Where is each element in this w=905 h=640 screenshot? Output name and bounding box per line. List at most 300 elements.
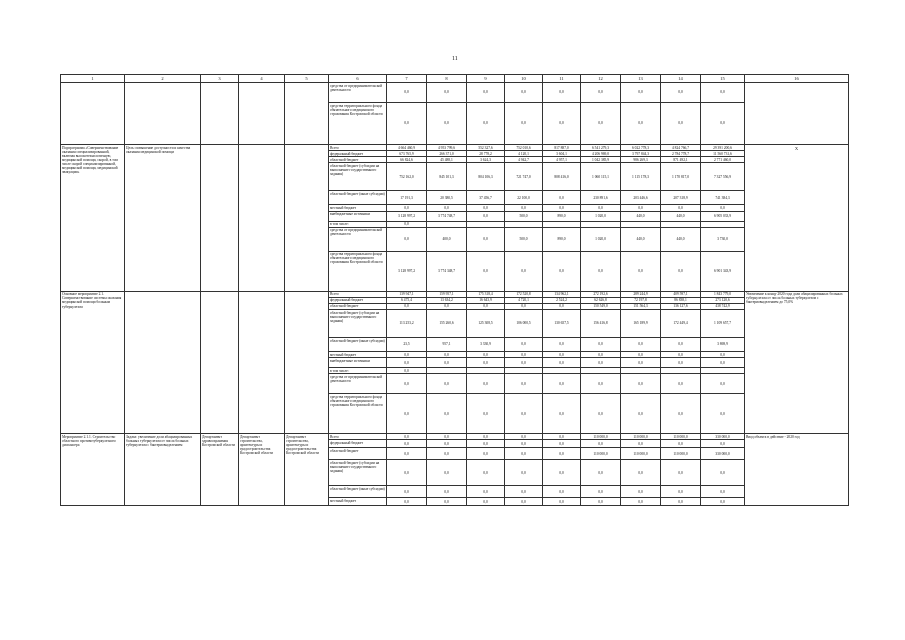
funding-source: в том числе: (329, 221, 387, 227)
amount-cell: 890,0 (543, 211, 581, 221)
amount-cell: 4 824 766,7 (661, 145, 701, 151)
funding-source: областной бюджет (иные субсидии) (329, 486, 387, 498)
amount-cell: 0,0 (505, 352, 543, 358)
funding-source: внебюджетные источники (329, 358, 387, 368)
group-col2: Задача: увеличение доли абацилированных больных туберкулезом от числа больных туберкулезом с бактериовыделением (125, 434, 201, 506)
amount-cell: 0,0 (387, 498, 427, 506)
group-col1: Мероприятие 2.1.1. Строительство областного противотуберкулезного диспансера (61, 434, 125, 506)
amount-cell: 0,0 (427, 460, 467, 486)
amount-cell: 0,0 (701, 374, 745, 394)
amount-cell: 0,0 (467, 227, 505, 251)
column-header: 16 (745, 75, 849, 83)
amount-cell: 0,0 (387, 374, 427, 394)
amount-cell: 0,0 (701, 394, 745, 434)
group-col5 (285, 145, 329, 292)
amount-cell: 4 720,1 (505, 297, 543, 303)
funding-source: федеральный бюджет (329, 297, 387, 303)
amount-cell: 0,0 (621, 103, 661, 145)
amount-cell: 0,0 (543, 205, 581, 211)
amount-cell: 0,0 (387, 221, 427, 227)
amount-cell: 110 000,0 (581, 448, 621, 460)
amount-cell: 0,0 (427, 83, 467, 103)
group-col4 (239, 145, 285, 292)
amount-cell: 4 942,7 (505, 157, 543, 163)
amount-cell: 110 000,0 (661, 448, 701, 460)
amount-cell: 0,0 (467, 83, 505, 103)
amount-cell: 0,0 (543, 448, 581, 460)
funding-source: внебюджетные источники (329, 211, 387, 221)
amount-cell: 0,0 (581, 486, 621, 498)
column-header: 5 (285, 75, 329, 83)
amount-cell: 0,0 (467, 486, 505, 498)
amount-cell: 3 128 997,2 (387, 251, 427, 291)
amount-cell: 0,0 (661, 103, 701, 145)
amount-cell: 207 318,9 (661, 191, 701, 205)
amount-cell: 0,0 (387, 368, 427, 374)
amount-cell: 28 778,2 (467, 151, 505, 157)
amount-cell: 172 520,8 (505, 291, 543, 297)
amount-cell: 3 869,9 (701, 338, 745, 352)
amount-cell: 808 416,0 (543, 163, 581, 191)
amount-cell: 4 120,1 (505, 151, 543, 157)
amount-cell: 0,0 (467, 394, 505, 434)
amount-cell: 0,0 (427, 448, 467, 460)
amount-cell: 500,0 (505, 211, 543, 221)
amount-cell: 0,0 (467, 498, 505, 506)
amount-cell: 752 162,0 (387, 163, 427, 191)
amount-cell: 175 318,4 (467, 291, 505, 297)
amount-cell: 2 784 778,7 (661, 151, 701, 157)
funding-source: средства территориального фонда обязательного медицинского страхования Костромской области (329, 251, 387, 291)
amount-cell: 0,0 (621, 83, 661, 103)
column-header: 14 (661, 75, 701, 83)
amount-cell: 0,0 (661, 374, 701, 394)
amount-cell: 165 189,9 (621, 310, 661, 338)
amount-cell: 2 771 460,0 (701, 157, 745, 163)
funding-source: Всего (329, 291, 387, 297)
amount-cell: 0,0 (581, 352, 621, 358)
column-header: 3 (201, 75, 239, 83)
amount-cell: 0,0 (581, 394, 621, 434)
amount-cell: 86 838,1 (661, 297, 701, 303)
amount-cell: 0,0 (581, 338, 621, 352)
funding-source: областной бюджет (иные субсидии) (329, 191, 387, 205)
amount-cell: 0,0 (505, 338, 543, 352)
amount-cell: 125 308,5 (467, 310, 505, 338)
amount-cell: 1 042 385,9 (581, 157, 621, 163)
funding-source: федеральный бюджет (329, 440, 387, 448)
amount-cell: 871 492,1 (661, 157, 701, 163)
group-col5 (285, 291, 329, 434)
group-col3: Департамент здравоохранения Костромской области (201, 434, 239, 506)
amount-cell: 0,0 (543, 498, 581, 506)
amount-cell: 0,0 (701, 352, 745, 358)
program-funding-table (60, 74, 849, 506)
amount-cell: 0,0 (505, 440, 543, 448)
amount-cell: 0,0 (387, 103, 427, 145)
amount-cell: 203 446,6 (621, 191, 661, 205)
amount-cell: 272 192,6 (581, 291, 621, 297)
amount-cell: 1 115 178,3 (621, 163, 661, 191)
amount-cell: 136 127,6 (661, 303, 701, 309)
amount-cell: 0,0 (467, 448, 505, 460)
amount-cell: 0,0 (543, 352, 581, 358)
amount-cell: 45 488,1 (427, 157, 467, 163)
amount-cell: 0,0 (467, 103, 505, 145)
column-header: 6 (329, 75, 387, 83)
column-header: 1 (61, 75, 125, 83)
amount-cell: 0,0 (543, 460, 581, 486)
column-header: 7 (387, 75, 427, 83)
amount-cell: 1 109 657,7 (701, 310, 745, 338)
amount-cell: 0,0 (467, 352, 505, 358)
amount-cell: 17 191,3 (387, 191, 427, 205)
amount-cell: 0,0 (701, 498, 745, 506)
amount-cell: 139 947,1 (387, 291, 427, 297)
group-col2 (125, 291, 201, 434)
funding-source: Всего (329, 434, 387, 440)
column-header: 15 (701, 75, 745, 83)
amount-cell: 438 742,9 (701, 303, 745, 309)
funding-source: местный бюджет (329, 498, 387, 506)
amount-cell: 0,0 (505, 103, 543, 145)
amount-cell: 330 000,0 (701, 448, 745, 460)
amount-cell: 6 475,4 (387, 297, 427, 303)
funding-source: областной бюджет (329, 303, 387, 309)
amount-cell: 0,0 (701, 83, 745, 103)
amount-cell: 0,0 (661, 440, 701, 448)
group-col2 (125, 83, 201, 145)
amount-cell: 23,5 (387, 338, 427, 352)
amount-cell: 0,0 (543, 303, 581, 309)
funding-source: средства от предпринимательской деятельности (329, 374, 387, 394)
amount-cell: 0,0 (621, 205, 661, 211)
amount-cell: 22 100,0 (505, 191, 543, 205)
amount-cell: 0,0 (543, 103, 581, 145)
funding-source: средства от предпринимательской деятельности (329, 227, 387, 251)
funding-source: областной бюджет (субсидии на выполнение государственного задания) (329, 460, 387, 486)
amount-cell: 0,0 (505, 498, 543, 506)
amount-cell: 0,0 (701, 358, 745, 368)
amount-cell: 1 843 779,0 (701, 291, 745, 297)
amount-cell: 1 020,0 (581, 227, 621, 251)
amount-cell: 0,0 (387, 440, 427, 448)
amount-cell: 0,0 (581, 205, 621, 211)
amount-cell: 1 170 817,0 (661, 163, 701, 191)
amount-cell: 1 020,0 (581, 211, 621, 221)
column-header: 9 (467, 75, 505, 83)
amount-cell: 0,0 (505, 83, 543, 103)
amount-cell: 130 657,5 (543, 310, 581, 338)
amount-cell: 0,0 (505, 434, 543, 440)
amount-cell: 0,0 (701, 460, 745, 486)
amount-cell: 0,0 (427, 486, 467, 498)
amount-cell: 0,0 (467, 440, 505, 448)
page-number: 11 (452, 56, 458, 62)
amount-cell: 72 197,8 (621, 297, 661, 303)
amount-cell: 0,0 (467, 251, 505, 291)
funding-source: Всего (329, 145, 387, 151)
amount-cell: 0,0 (467, 303, 505, 309)
amount-cell: 172 449,4 (661, 310, 701, 338)
amount-cell: 804 106,3 (467, 163, 505, 191)
amount-cell: 330 000,0 (701, 434, 745, 440)
amount-cell: 0,0 (427, 374, 467, 394)
amount-cell: 845 101,3 (427, 163, 467, 191)
amount-cell: 7 327 556,9 (701, 163, 745, 191)
amount-cell: 0,0 (621, 352, 661, 358)
amount-cell: 0,0 (467, 434, 505, 440)
amount-cell: 0,0 (581, 251, 621, 291)
amount-cell: 0,0 (621, 394, 661, 434)
amount-cell: 0,0 (387, 83, 427, 103)
column-header: 4 (239, 75, 285, 83)
amount-cell: 110 000,0 (621, 434, 661, 440)
table-row (61, 83, 849, 103)
amount-cell: 3 330,9 (467, 338, 505, 352)
amount-cell: 0,0 (505, 486, 543, 498)
amount-cell: 0,0 (543, 358, 581, 368)
amount-cell: 0,0 (661, 394, 701, 434)
amount-cell: 0,0 (427, 434, 467, 440)
table-row (61, 145, 849, 151)
amount-cell: 11 560 731,6 (701, 151, 745, 157)
amount-cell: 159 957,1 (427, 291, 467, 297)
amount-cell: 0,0 (427, 358, 467, 368)
amount-cell: 0,0 (505, 394, 543, 434)
funding-source: областной бюджет (329, 157, 387, 163)
amount-cell: 0,0 (427, 394, 467, 434)
amount-cell: 0,0 (581, 440, 621, 448)
amount-cell: 4 206 969,0 (581, 151, 621, 157)
amount-cell: 741 384,3 (701, 191, 745, 205)
amount-cell: 0,0 (621, 251, 661, 291)
amount-cell: 0,0 (427, 498, 467, 506)
amount-cell: 957,1 (427, 338, 467, 352)
expected-result: Ввод объекта в действие - 2020 год (745, 434, 849, 506)
amount-cell: 0,0 (661, 498, 701, 506)
amount-cell: 0,0 (505, 374, 543, 394)
amount-cell: 0,0 (467, 460, 505, 486)
amount-cell: 0,0 (387, 227, 427, 251)
group-col5: Департамент строительства, архитектуры и градостроительства Костромской области (285, 434, 329, 506)
amount-cell: 3 797 844,3 (621, 151, 661, 157)
amount-cell: 0,0 (505, 303, 543, 309)
expected-result (745, 83, 849, 145)
group-col4: Департамент строительства, архитектуры и градостроительства Костромской области (239, 434, 285, 506)
amount-cell: 0,0 (387, 205, 427, 211)
amount-cell: 0,0 (505, 358, 543, 368)
amount-cell: 134 962,1 (543, 291, 581, 297)
amount-cell: 0,0 (581, 358, 621, 368)
group-col1 (61, 83, 125, 145)
amount-cell: 0,0 (387, 303, 427, 309)
amount-cell: 0,0 (581, 498, 621, 506)
amount-cell: 0,0 (661, 251, 701, 291)
amount-cell: 156 416,8 (581, 310, 621, 338)
amount-cell: 0,0 (387, 460, 427, 486)
amount-cell: 0,0 (543, 338, 581, 352)
amount-cell: 752 010,6 (505, 145, 543, 151)
amount-cell: 29 391 200,6 (701, 145, 745, 151)
amount-cell: 400,0 (427, 227, 467, 251)
amount-cell: 440,0 (621, 227, 661, 251)
amount-cell: 0,0 (621, 440, 661, 448)
amount-cell: 0,0 (543, 434, 581, 440)
funding-source: областной бюджет (329, 448, 387, 460)
amount-cell: 110 000,0 (581, 434, 621, 440)
amount-cell: 0,0 (387, 434, 427, 440)
amount-cell: 0,0 (467, 374, 505, 394)
amount-cell: 1 060 115,1 (581, 163, 621, 191)
amount-cell: 6 022 778,3 (621, 145, 661, 151)
amount-cell: 155 260,6 (427, 310, 467, 338)
group-col2: Цель: повышение доступности и качества оказания медицинской помощи (125, 145, 201, 292)
funding-source: средства от предпринимательской деятельности (329, 83, 387, 103)
funding-source: средства территориального фонда обязательного медицинского страхования Костромской области (329, 394, 387, 434)
amount-cell: 3 774 348,7 (427, 251, 467, 291)
amount-cell: 0,0 (621, 338, 661, 352)
amount-cell: 500,0 (505, 227, 543, 251)
amount-cell: 62 626,8 (581, 297, 621, 303)
amount-cell: 0,0 (701, 486, 745, 498)
amount-cell: 0,0 (543, 374, 581, 394)
amount-cell: 0,0 (661, 460, 701, 486)
amount-cell: 0,0 (661, 83, 701, 103)
amount-cell: 4 957,1 (543, 157, 581, 163)
amount-cell: 0,0 (621, 460, 661, 486)
expected-result: Увеличение к концу 2020 года доли абацилированных больных туберкулезом от числа больных туберкулезом с бактериовыделением до 75,0% (745, 291, 849, 434)
amount-cell: 106 000,5 (505, 310, 543, 338)
amount-cell: 0,0 (701, 103, 745, 145)
funding-source: местный бюджет (329, 205, 387, 211)
group-col3 (201, 83, 239, 145)
amount-cell: 13 634,2 (427, 297, 467, 303)
column-header: 8 (427, 75, 467, 83)
amount-cell: 0,0 (543, 83, 581, 103)
amount-cell: 440,0 (661, 211, 701, 221)
amount-cell: 0,0 (701, 440, 745, 448)
column-header: 13 (621, 75, 661, 83)
column-header: 2 (125, 75, 201, 83)
amount-cell: 0,0 (427, 205, 467, 211)
amount-cell: 0,0 (387, 394, 427, 434)
amount-cell: 2 524,2 (543, 297, 581, 303)
amount-cell: 6 901 343,9 (701, 251, 745, 291)
amount-cell: 0,0 (427, 352, 467, 358)
amount-cell: 0,0 (427, 103, 467, 145)
amount-cell: 0,0 (581, 83, 621, 103)
amount-cell: 3 774 748,7 (427, 211, 467, 221)
group-col4 (239, 291, 285, 434)
group-col3 (201, 291, 239, 434)
group-col4 (239, 83, 285, 145)
amount-cell: 230 891,6 (581, 191, 621, 205)
amount-cell: 986 269,3 (621, 157, 661, 163)
amount-cell: 37 456,7 (467, 191, 505, 205)
amount-cell: 0,0 (505, 460, 543, 486)
header-row (61, 75, 849, 83)
amount-cell: 3 128 997,2 (387, 211, 427, 221)
amount-cell: 0,0 (387, 448, 427, 460)
funding-source: местный бюджет (329, 352, 387, 358)
amount-cell: 6 905 033,9 (701, 211, 745, 221)
amount-cell: 0,0 (543, 440, 581, 448)
amount-cell: 113 253,2 (387, 310, 427, 338)
column-header: 10 (505, 75, 543, 83)
amount-cell: 0,0 (701, 205, 745, 211)
amount-cell: 0,0 (467, 205, 505, 211)
column-header: 11 (543, 75, 581, 83)
group-col1: Подпрограмма «Совершенствование оказания специализированной, включая высокотехнологичную, медицинской помощи, скорой, в том числе скорой специализированной, медицинской помощи, медицинской эвакуации» (61, 145, 125, 292)
column-header: 12 (581, 75, 621, 83)
amount-cell: 289 244,9 (621, 291, 661, 297)
amount-cell: 0,0 (621, 358, 661, 368)
amount-cell: 0,0 (661, 486, 701, 498)
amount-cell: 440,0 (661, 227, 701, 251)
amount-cell: 4 664 460,9 (387, 145, 427, 151)
amount-cell: 66 824,6 (387, 157, 427, 163)
amount-cell: 4 953 799,6 (427, 145, 467, 151)
amount-cell: 0,0 (621, 374, 661, 394)
group-col5 (285, 83, 329, 145)
amount-cell: 0,0 (387, 352, 427, 358)
amount-cell: 721 747,0 (505, 163, 543, 191)
amount-cell: 0,0 (543, 486, 581, 498)
amount-cell: 0,0 (505, 205, 543, 211)
amount-cell: 0,0 (581, 103, 621, 145)
amount-cell: 0,0 (427, 440, 467, 448)
amount-cell: 150 549,0 (581, 303, 621, 309)
funding-source: средства территориального фонда обязательного медицинского страхования Костромской области (329, 103, 387, 145)
funding-source: областной бюджет (субсидии на выполнение государственного задания) (329, 163, 387, 191)
amount-cell: 0,0 (621, 498, 661, 506)
amount-cell: 0,0 (505, 448, 543, 460)
amount-cell: 673 765,9 (387, 151, 427, 157)
amount-cell: 16 643,9 (467, 297, 505, 303)
amount-cell: 0,0 (543, 394, 581, 434)
group-col3 (201, 145, 239, 292)
amount-cell: 0,0 (505, 251, 543, 291)
amount-cell: 409 597,1 (661, 291, 701, 297)
amount-cell: 0,0 (467, 211, 505, 221)
funding-source: областной бюджет (субсидии на выполнение государственного задания) (329, 310, 387, 338)
amount-cell: 0,0 (543, 191, 581, 205)
amount-cell: 0,0 (661, 205, 701, 211)
amount-cell: 0,0 (581, 374, 621, 394)
amount-cell: 0,0 (387, 486, 427, 498)
funding-source: областной бюджет (иные субсидии) (329, 338, 387, 352)
amount-cell: 0,0 (427, 303, 467, 309)
amount-cell: 0,0 (661, 338, 701, 352)
amount-cell: 0,0 (467, 358, 505, 368)
group-col1: Основное мероприятие 2.1. Совершенствование системы оказания медицинской помощи больным туберкулезом (61, 291, 125, 434)
amount-cell: 440,0 (621, 211, 661, 221)
amount-cell: 266 371,0 (427, 151, 467, 157)
amount-cell: 273 120,6 (701, 297, 745, 303)
funding-source: в том числе: (329, 368, 387, 374)
amount-cell: 110 000,0 (661, 434, 701, 440)
amount-cell: 0,0 (543, 251, 581, 291)
amount-cell: 552 327,6 (467, 145, 505, 151)
amount-cell: 0,0 (387, 358, 427, 368)
amount-cell: 0,0 (621, 486, 661, 498)
amount-cell: 3 624,3 (467, 157, 505, 163)
expected-result: Х (745, 145, 849, 292)
amount-cell: 0,0 (661, 352, 701, 358)
amount-cell: 890,0 (543, 227, 581, 251)
amount-cell: 817 887,0 (543, 145, 581, 151)
